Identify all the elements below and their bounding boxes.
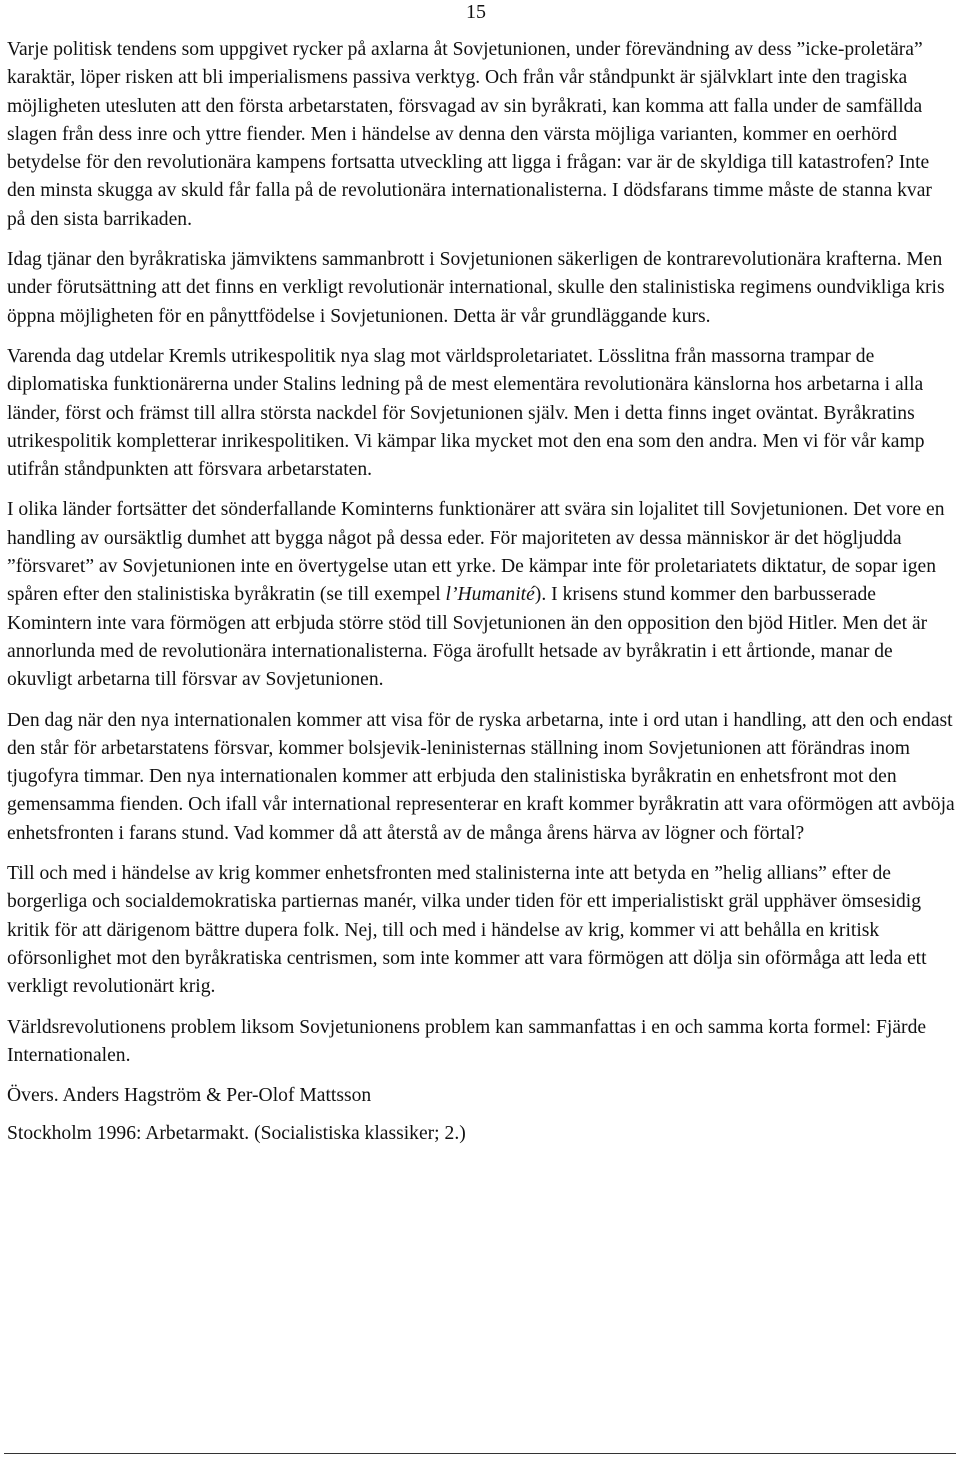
- paragraph: Den dag när den nya internationalen kommer att visa för de ryska arbetarna, inte i ord utan i handling, att den och endast den står för arbetarstatens försvar, kommer bolsjevik-leninisternas ställning inom Sovjetunionen att förändras inom tjugofyra timmar. Den nya internationalen kommer att erbjuda den stalinistiska byråkratin en enhetsfront mot den gemensamma fienden. Och ifall vår international representerar en kraft kommer byråkratin att vara oförmögen att avböja enhetsfronten i farans stund. Vad kommer då att återstå av de många årens härva av lögner och förtal?: [7, 709, 955, 844]
- paragraph: Världsrevolutionens problem liksom Sovjetunionens problem kan sammanfattas i en och samma korta formel: Fjärde Internationalen.: [7, 1016, 927, 1066]
- paragraph-text: I olika länder fortsätter det sönderfallande Kominterns funktionärer att svära sin lojalitet till Sovjetunionen. Det vore en handling av oursäktlig dumhet att bygga något på dessa eder. För majoriteten av dessa människor är det högljudda ”försvaret” av Sovjetunionen inte en övertygelse utan ett yrke. De kämpar inte för proletariatets diktatur, de sopar igen spåren efter den stalinistiska byråkratin (se till exempel: [7, 499, 945, 606]
- paragraph: Till och med i händelse av krig kommer enhetsfronten med stalinisterna inte att betyda en ”helig allians” efter de borgerliga och socialdemokratiska partiernas manér, vilka under tiden för ett imperialistiskt gräl upphäver ömsesidig kritik för att därigenom bättre dupera folk. Nej, till och med i händelse av krig, kommer vi att behålla en kritisk oförsonlighet mot den byråkratiska centrismen, som inte kommer att vara förmögen att dölja sin oförmåga att leda ett verkligt revolutionärt krig.: [7, 863, 927, 998]
- document-body: [7, 36, 955, 1161]
- paragraph: Varje politisk tendens som uppgivet rycker på axlarna åt Sovjetunionen, under förevändning av dess ”icke-proletära” karaktär, löper risken att bli imperialismens passiva verktyg. Och från vår ståndpunkt är självklart inte den tragiska möjligheten utesluten att den första arbetarstaten, försvagad av sin byråkrati, kan komma att falla under de samfällda slagen från dess inre och yttre fiender. Men i händelse av denna den värsta möjliga varianten, kommer en oerhörd betydelse för den revolutionära kampens fortsatta utveckling att ligga i frågan: var är de skyldiga till katastrofen? Inte den minsta skugga av skuld får falla på de revolutionära internationalisterna. I dödsfarans timme måste de stanna kvar på den sista barrikaden.: [7, 39, 932, 230]
- page-number: 15: [466, 1, 486, 23]
- publication-info: Stockholm 1996: Arbetarmakt. (Socialistiska klassiker; 2.): [7, 1123, 466, 1145]
- paragraph: Idag tjänar den byråkratiska jämviktens sammanbrott i Sovjetunionen säkerligen de kontrarevolutionära krafterna. Men under förutsättning att det finns en verkligt revolutionär international, skulle den stalinistiska regimens oundvikliga kris öppna möjligheten för en pånyttfödelse i Sovjetunionen. Detta är vår grundläggande kurs.: [7, 249, 945, 327]
- bottom-divider: [4, 1453, 956, 1454]
- publication-title: l’Humanité: [445, 584, 535, 606]
- paragraph-text: ). I krisens stund kommer den barbusserade Komintern inte vara förmögen att erbjuda större stöd till Sovjetunionen än den opposition den bjöd Hitler. Men det är annorlunda med de revolutionära internationalisterna. Föga ärofullt hetsade av byråkratin i ett årtionde, manar de okuvligt arbetarna till försvar av Sovjetunionen.: [7, 584, 928, 691]
- paragraph: Varenda dag utdelar Kremls utrikespolitik nya slag mot världsproletariatet. Lösslitna från massorna trampar de diplomatiska funktionärerna under Stalins ledning på de mest elementära revolutionära känslorna hos arbetarna i alla länder, först och främst till allra största nackdel för Sovjetunionen själv. Men i detta finns inget oväntat. Byråkratins utrikespolitik kompletterar inrikespolitiken. Vi kämpar lika mycket mot den ena som den andra. Men vi för vår kamp utifrån ståndpunkten att försvara arbetarstaten.: [7, 345, 925, 481]
- paragraph: [7, 496, 955, 694]
- translator-credit: Övers. Anders Hagström & Per-Olof Mattsson: [7, 1085, 372, 1107]
